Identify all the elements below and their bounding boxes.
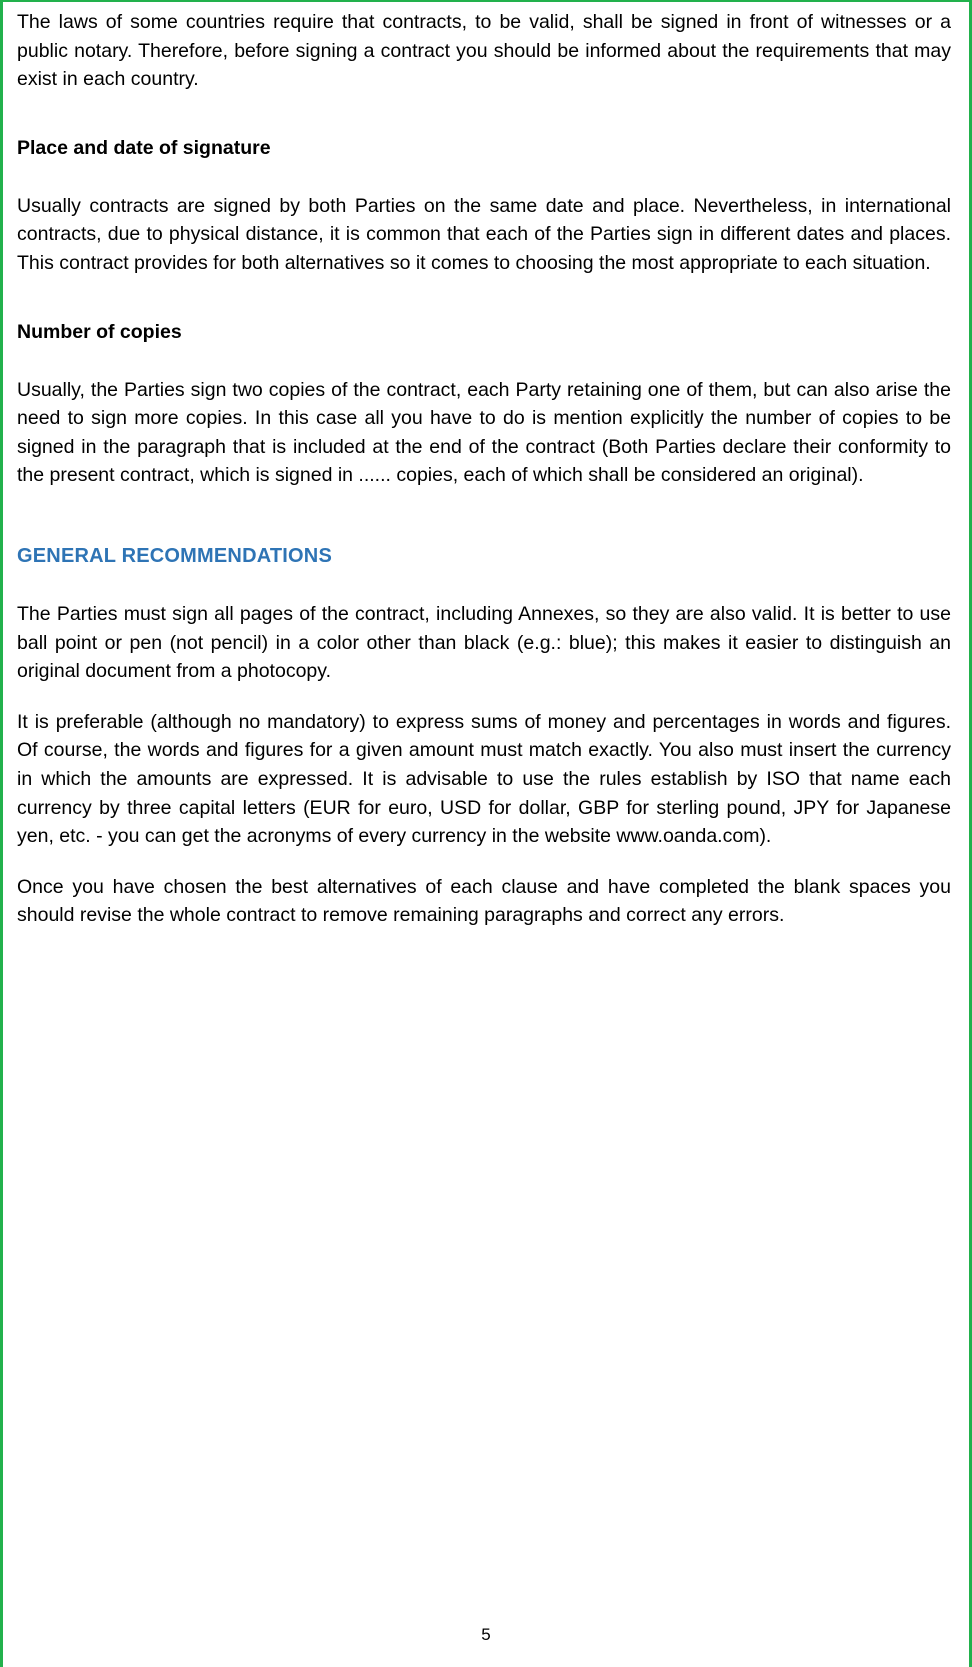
heading-place-and-date: Place and date of signature: [17, 136, 271, 159]
spacer: [17, 686, 951, 708]
spacer: [17, 490, 951, 542]
page-number: 5: [481, 1625, 491, 1644]
spacer: [17, 570, 951, 600]
spacer: [17, 162, 951, 192]
heading-general-recommendations: GENERAL RECOMMENDATIONS: [17, 544, 332, 567]
paragraph-number-of-copies: Usually, the Parties sign two copies of the contract, each Party retaining one of them, but can also arise the need to sign more copies. In this case all you have to do is mention explicitly the number of copies to be signed in the paragraph that is included at the end of the contract (Both Parties declare their conformity to the present contract, which is signed in ...... copies, each of which shall be considered an original).: [17, 378, 951, 487]
spacer: [17, 346, 951, 376]
paragraph-place-and-date: Usually contracts are signed by both Parties on the same date and place. Nevertheless, in international contracts, due to physical distance, it is common that each of the Parties sign in different dates and places. This contract provides for both alternatives so it comes to choosing the most appropriate to each situation.: [17, 194, 951, 274]
spacer: [17, 278, 951, 318]
paragraph-recommendation-3: Once you have chosen the best alternatives of each clause and have completed the blank spaces you should revise the whole contract to remove remaining paragraphs and correct any errors.: [17, 875, 951, 927]
heading-number-of-copies: Number of copies: [17, 320, 182, 343]
spacer: [17, 94, 951, 134]
paragraph-recommendation-1: The Parties must sign all pages of the contract, including Annexes, so they are also valid. It is better to use ball point or pen (not pencil) in a color other than black (e.g.: blue); this makes it easier to distinguish an original document from a photocopy.: [17, 602, 951, 683]
paragraph-intro: The laws of some countries require that contracts, to be valid, shall be signed in front of witnesses or a public notary. Therefore, before signing a contract you should be informed about the requirements that may exist in each country.: [17, 11, 951, 91]
spacer: [17, 851, 951, 873]
paragraph-recommendation-2: It is preferable (although no mandatory) to express sums of money and percentages in words and figures. Of course, the words and figures for a given amount must match exactly. You also must insert the currency in which the amounts are expressed. It is advisable to use the rules establish by ISO that name each currency by three capital letters (EUR for euro, USD for dollar, GBP for sterling pound, JPY for Japanese yen, etc. - you can get the acronyms of every currency in the website www.oanda.com).: [17, 710, 951, 848]
page-content: [3, 2, 969, 930]
